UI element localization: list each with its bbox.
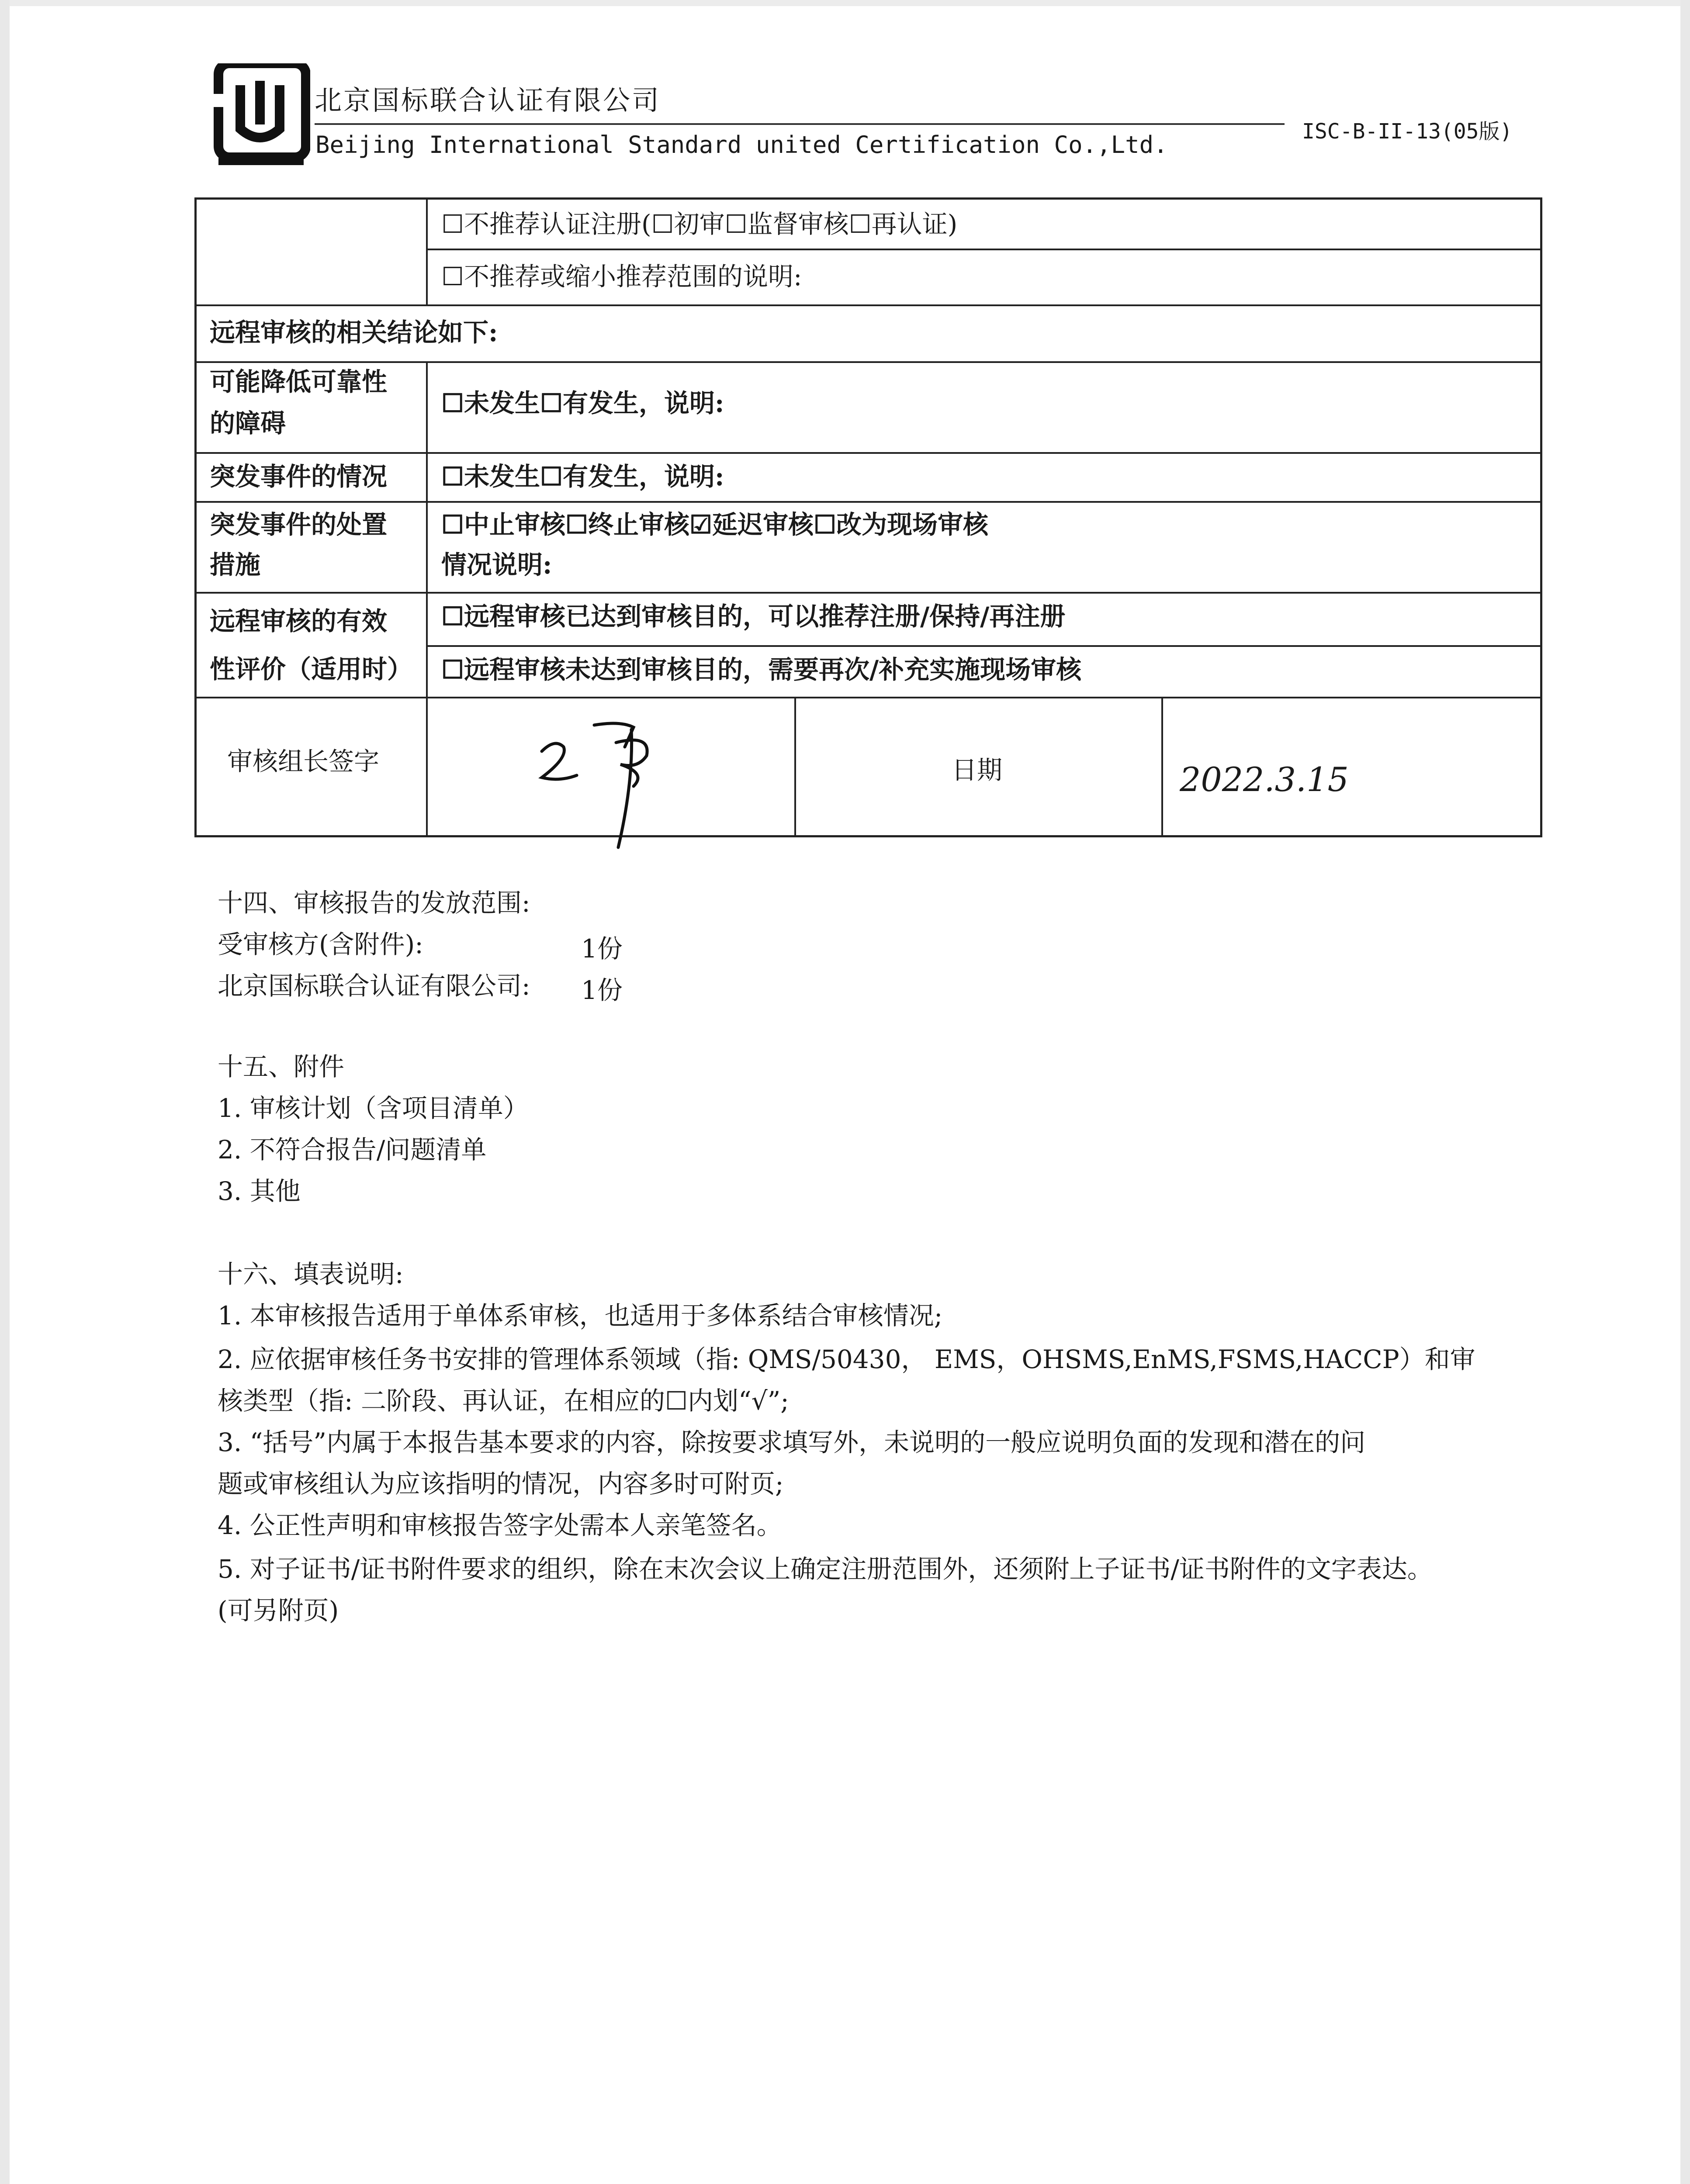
scan-border-top xyxy=(0,0,1690,6)
handwritten-signature xyxy=(516,716,725,856)
review-table xyxy=(194,197,1542,837)
company-name-cn: 北京国标联合认证有限公司 xyxy=(315,84,661,116)
label-line: 性评价（适用时） xyxy=(210,654,413,684)
row-divider xyxy=(197,592,1542,594)
header-rule xyxy=(315,123,1285,125)
company-name-en: Beijing International Standard united Certification Co.,Ltd. xyxy=(315,131,1168,159)
not-recommend-explanation: ☐不推荐或缩小推荐范围的说明: xyxy=(441,262,802,291)
not-recommend-registration: ☐不推荐认证注册(☐初审☐监督审核☐再认证) xyxy=(441,209,958,239)
content-line: ☐中止审核☐终止审核☑延迟审核☐改为现场审核 xyxy=(441,510,988,539)
attachment-item: 3. 其他 xyxy=(218,1176,301,1206)
row-divider xyxy=(197,361,1542,363)
section14-title: 十四、审核报告的发放范围: xyxy=(218,888,530,918)
col-divider xyxy=(426,361,428,837)
label-line: 措施 xyxy=(210,550,261,580)
section15-title: 十五、附件 xyxy=(218,1052,345,1082)
remote-effectiveness-not-achieved: ☐远程审核未达到审核目的，需要再次/补充实施现场审核 xyxy=(441,655,1082,684)
instruction-line: (可另附页) xyxy=(218,1596,339,1625)
remote-effectiveness-achieved: ☐远程审核已达到审核目的，可以推荐注册/保持/再注册 xyxy=(441,601,1066,631)
attachment-item: 1. 审核计划（含项目清单） xyxy=(218,1093,529,1123)
row-divider xyxy=(197,452,1542,454)
handwritten-date: 2022.3.15 xyxy=(1180,760,1349,799)
label-line: 可能降低可靠性 xyxy=(210,367,388,397)
label-line: 远程审核的有效 xyxy=(210,606,388,636)
team-leader-signature-label: 审核组长签字 xyxy=(227,746,380,776)
section16-title: 十六、填表说明: xyxy=(218,1259,404,1289)
label-line: 的障碍 xyxy=(210,408,286,438)
scan-border-left xyxy=(0,0,10,2184)
scan-border-right xyxy=(1680,0,1690,2184)
remote-effectiveness-label xyxy=(210,597,412,693)
row-divider xyxy=(197,304,1542,306)
label-line: 突发事件的处置 xyxy=(210,510,388,539)
instruction-line: 核类型（指: 二阶段、再认证，在相应的☐内划“√”; xyxy=(218,1386,789,1416)
attachment-item: 2. 不符合报告/问题清单 xyxy=(218,1135,487,1165)
instruction-line: 题或审核组认为应该指明的情况，内容多时可附页; xyxy=(218,1469,784,1499)
instruction-line: 2. 应依据审核任务书安排的管理体系领域（指: QMS/50430， EMS，OHSMS,EnMS,FSMS,HACCP）和审 xyxy=(218,1344,1475,1374)
company-logo xyxy=(210,63,310,168)
emergency-handling-label xyxy=(210,505,387,585)
emergency-handling-content xyxy=(441,505,988,585)
row-divider xyxy=(426,249,1542,250)
emergency-situation-content: ☐未发生☐有发生，说明: xyxy=(441,462,724,491)
remote-conclusion-heading: 远程审核的相关结论如下: xyxy=(210,318,498,347)
instruction-line: 5. 对子证书/证书附件要求的组织，除在末次会议上确定注册范围外，还须附上子证书/证书附件的文字表达。 xyxy=(218,1554,1433,1584)
emergency-situation-label: 突发事件的情况 xyxy=(210,462,388,491)
reliability-obstacle-content: ☐未发生☐有发生，说明: xyxy=(441,388,724,418)
row-divider xyxy=(426,645,1542,647)
distribution-company: 北京国标联合认证有限公司: xyxy=(218,971,530,1001)
instruction-line: 4. 公正性声明和审核报告签字处需本人亲笔签名。 xyxy=(218,1510,782,1540)
date-label: 日期 xyxy=(952,755,1003,785)
distribution-auditee-qty: 1份 xyxy=(581,934,623,964)
document-code: ISC-B-II-13(05版) xyxy=(1302,119,1513,144)
row-divider xyxy=(197,697,1542,698)
distribution-company-qty: 1份 xyxy=(581,975,623,1005)
instruction-line: 3. “括号”内属于本报告基本要求的内容，除按要求填写外，未说明的一般应说明负面的发现和潜在的问 xyxy=(218,1427,1366,1457)
col-divider xyxy=(794,697,796,837)
reliability-obstacle-label xyxy=(210,361,387,444)
col-divider xyxy=(426,200,428,304)
col-divider xyxy=(1161,697,1163,837)
distribution-auditee: 受审核方(含附件): xyxy=(218,930,423,959)
content-line: 情况说明: xyxy=(441,550,552,580)
instruction-line: 1. 本审核报告适用于单体系审核，也适用于多体系结合审核情况; xyxy=(218,1301,943,1330)
row-divider xyxy=(197,501,1542,503)
